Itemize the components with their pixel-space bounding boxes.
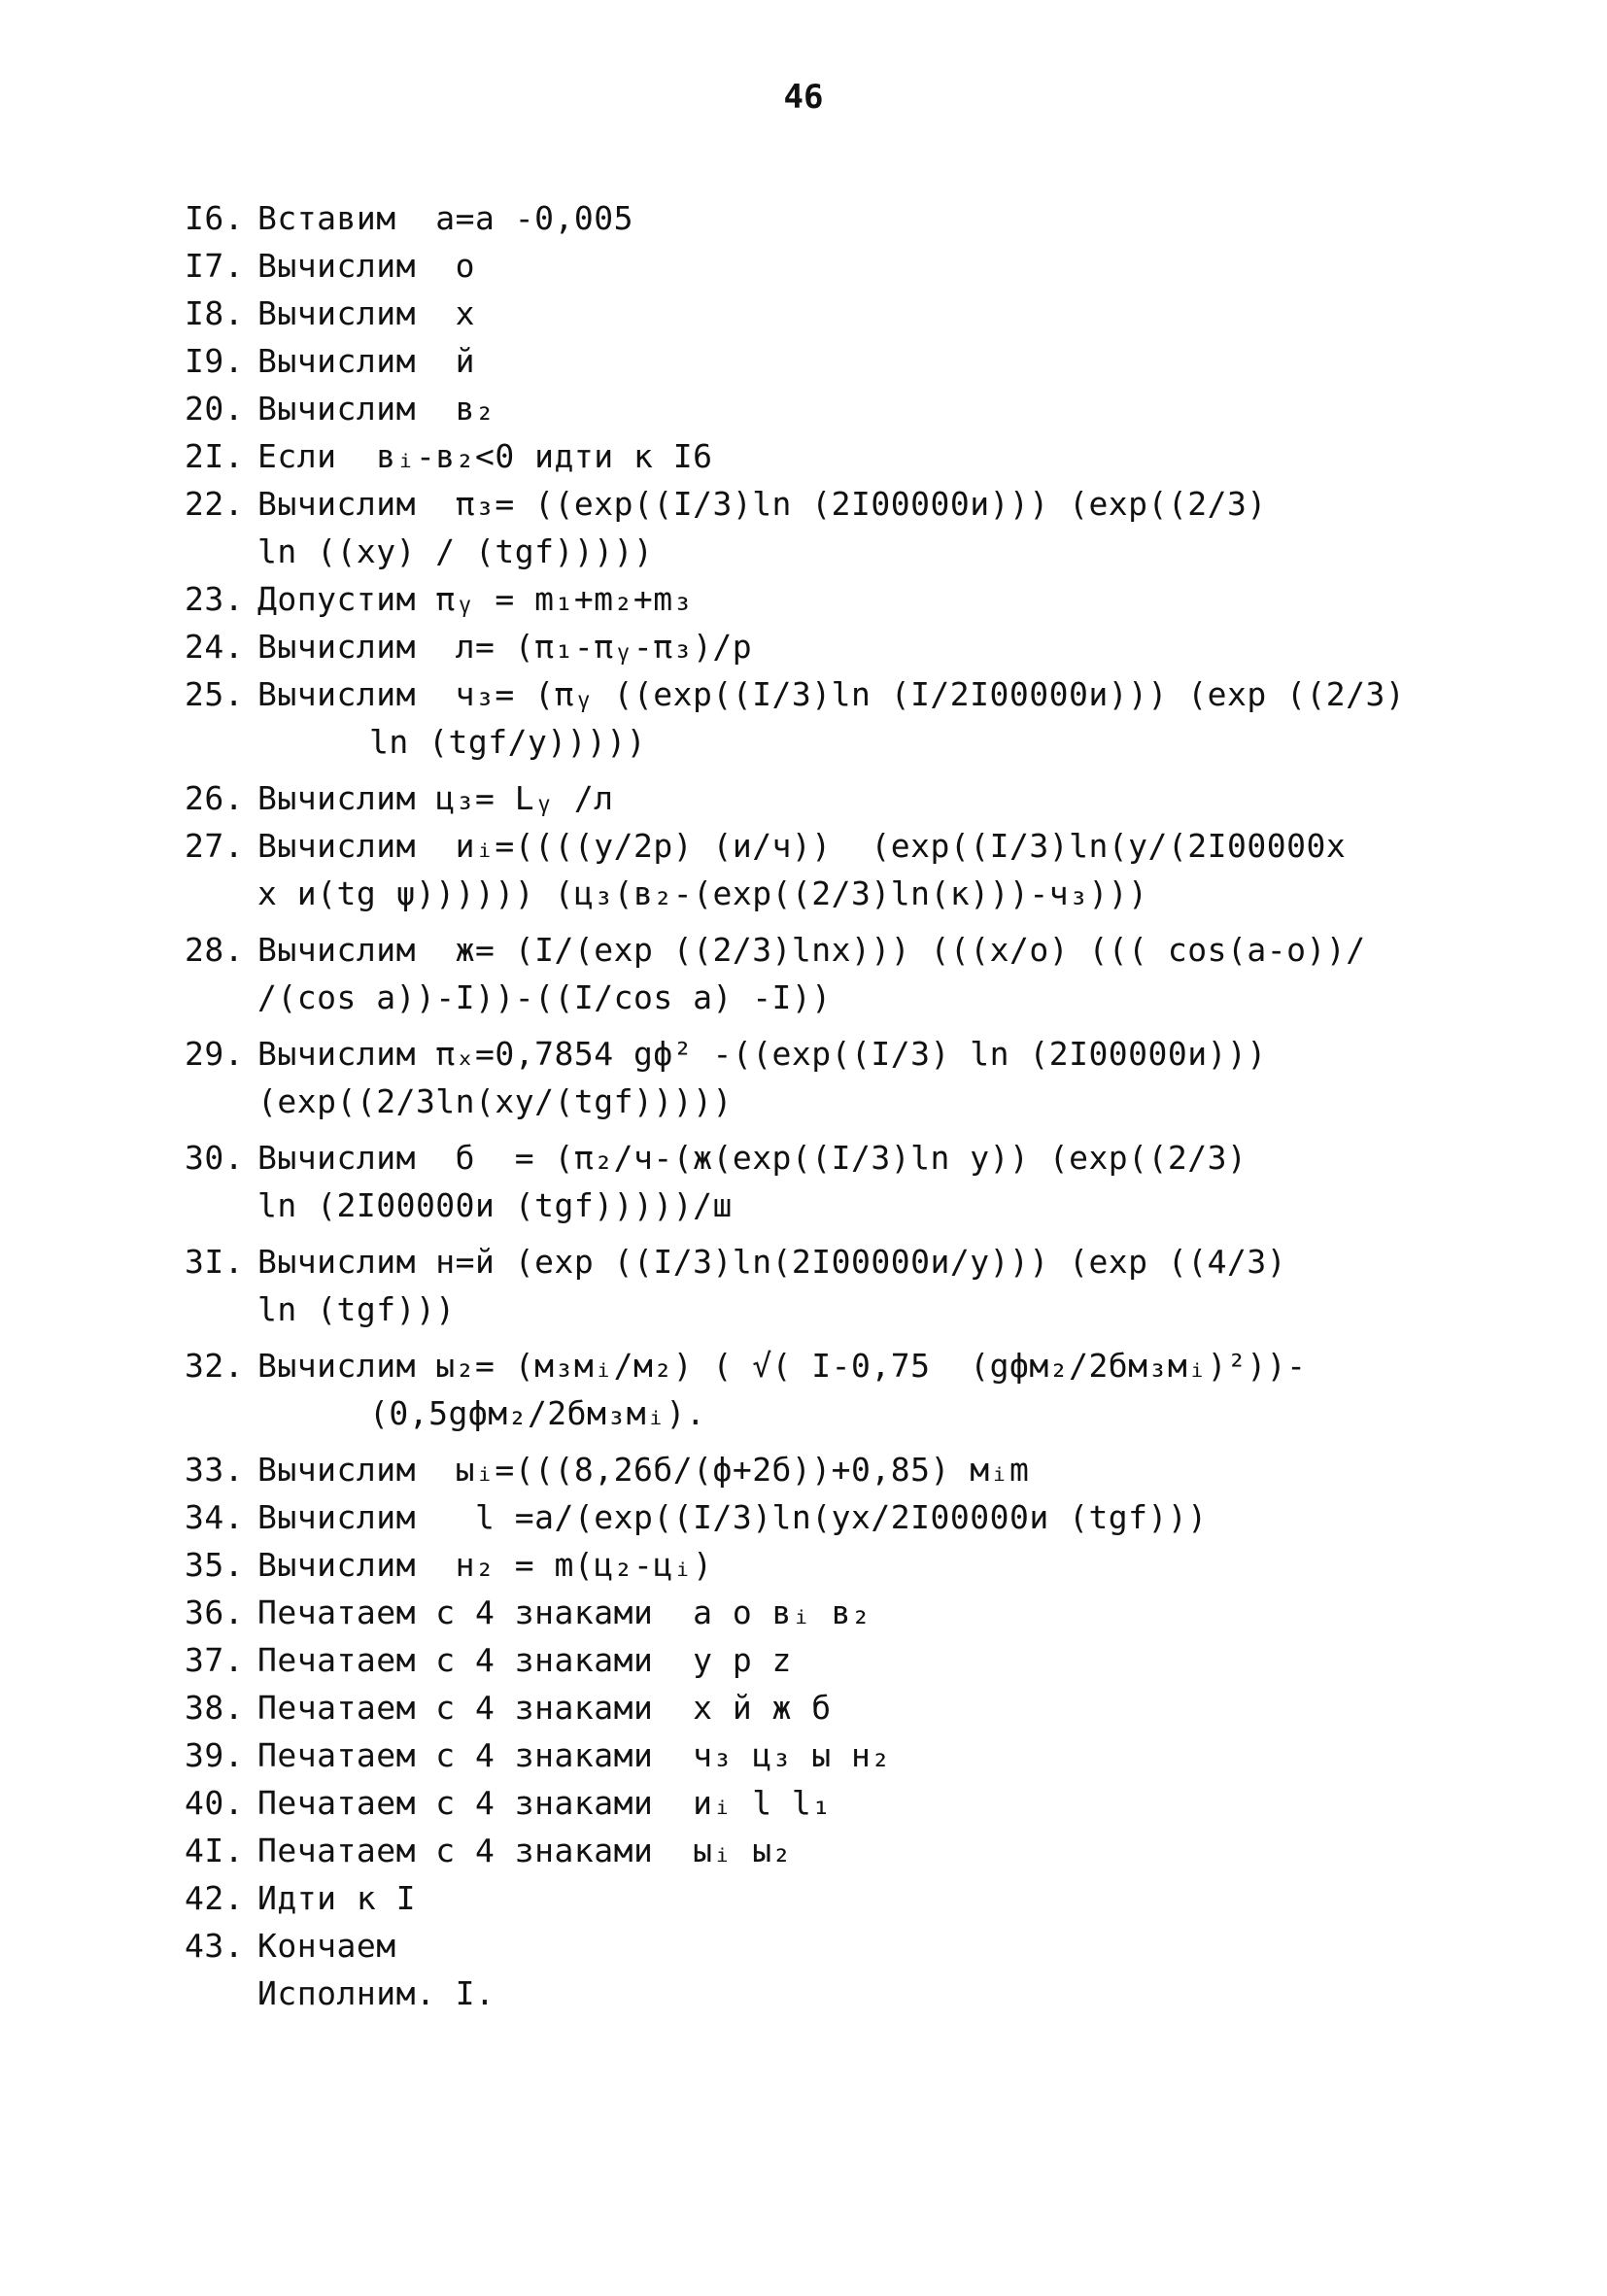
program-line-continuation [185, 1078, 1467, 1125]
program-line [185, 242, 1467, 290]
line-text: /(cos a))-I))-((I/cos a) -I)) [257, 978, 832, 1016]
program-line [185, 1827, 1467, 1874]
line-number: 20. [185, 390, 245, 428]
line-number: 28. [185, 931, 245, 969]
line-number: 3I. [185, 1243, 245, 1281]
line-number: 43. [185, 1927, 245, 1965]
line-number: 30. [185, 1139, 245, 1177]
line-text: Исполним. I. [257, 1974, 496, 2012]
line-text: Вычислим π₃= ((exp((I/3)ln (2I00000и))) (exp((2/3) [257, 485, 1267, 523]
program-line [185, 1030, 1467, 1078]
program-line [185, 926, 1467, 974]
line-number: 25. [185, 675, 245, 713]
line-number: 4I. [185, 1832, 245, 1869]
line-text: Вычислим иᵢ=((((y/2p) (и/ч)) (exp((I/3)ln(y/(2I00000x [257, 827, 1347, 865]
program-line [185, 385, 1467, 432]
line-number: I6. [185, 199, 245, 237]
line-number: 36. [185, 1593, 245, 1631]
program-line-continuation [185, 974, 1467, 1021]
line-number: 22. [185, 485, 245, 523]
line-number: 37. [185, 1641, 245, 1679]
line-text: Вычислим й [257, 342, 476, 380]
program-line [185, 194, 1467, 242]
line-text: ln (2I00000и (tgf)))))/ш [257, 1186, 733, 1224]
line-text: Идти к I [257, 1879, 416, 1917]
line-text: Печатаем с 4 знаками х й ж б [257, 1689, 832, 1727]
program-line [185, 1493, 1467, 1541]
line-number: 33. [185, 1451, 245, 1489]
line-number: 27. [185, 827, 245, 865]
line-text: Допустим πᵧ = m₁+m₂+m₃ [257, 580, 694, 618]
line-text: Вычислим н₂ = m(ц₂-цᵢ) [257, 1546, 713, 1584]
program-line [185, 575, 1467, 623]
program-line [185, 1134, 1467, 1182]
program-line [185, 774, 1467, 822]
program-line [185, 480, 1467, 528]
program-line [185, 1541, 1467, 1589]
line-text: Вычислим l =a/(exp((I/3)ln(yx/2I00000и (tgf))) [257, 1498, 1208, 1536]
line-number: 35. [185, 1546, 245, 1584]
line-number: 42. [185, 1879, 245, 1917]
line-text: Вычислим πₓ=0,7854 gф² -((exp((I/3) ln (2I00000и))) [257, 1035, 1267, 1073]
program-line-continuation [185, 528, 1467, 575]
line-number: 34. [185, 1498, 245, 1536]
line-text: Вычислим н=й (exp ((I/3)ln(2I00000и/y))) (exp ((4/3) [257, 1243, 1287, 1281]
line-text: Вычислим х [257, 294, 476, 332]
line-text: Кончаем [257, 1927, 396, 1965]
line-number: 26. [185, 779, 245, 817]
program-line [185, 1684, 1467, 1731]
line-text: (exp((2/3ln(xy/(tgf))))) [257, 1082, 733, 1120]
line-text: Печатаем с 4 знаками а о вᵢ в₂ [257, 1593, 872, 1631]
line-number: 38. [185, 1689, 245, 1727]
program-line-continuation [185, 1389, 1467, 1437]
program-line [185, 623, 1467, 670]
line-text: Печатаем с 4 знаками у р z [257, 1641, 792, 1679]
program-line [185, 1779, 1467, 1827]
line-text: Вычислим в₂ [257, 390, 496, 428]
line-text: x и(tg ψ)))))) (ц₃(в₂-(exp((2/3)ln(к)))-ч₃))) [257, 874, 1148, 912]
line-text: Вычислим о [257, 247, 476, 285]
program-line [185, 1731, 1467, 1779]
program-line [185, 1589, 1467, 1636]
program-line-continuation [185, 870, 1467, 917]
page-number: 46 [783, 78, 824, 117]
program-listing [185, 194, 1467, 2017]
line-text: Вычислим ыᵢ=(((8,26б/(ф+2б))+0,85) мᵢm [257, 1451, 1030, 1489]
line-number: 40. [185, 1784, 245, 1822]
program-line-continuation [185, 1285, 1467, 1333]
line-number: I9. [185, 342, 245, 380]
line-text: Вычислим ы₂= (м₃мᵢ/м₂) ( √( I-0,75 (gфм₂/2бм₃мᵢ)²))- [257, 1347, 1307, 1385]
line-text: Вставим а=а -0,005 [257, 199, 633, 237]
program-line [185, 1922, 1467, 1970]
program-line [185, 1238, 1467, 1285]
line-number: 2I. [185, 437, 245, 475]
program-line-continuation [185, 1182, 1467, 1229]
line-number: I8. [185, 294, 245, 332]
program-line-continuation [185, 718, 1467, 766]
line-text: Вычислим ц₃= Lᵧ /л [257, 779, 614, 817]
program-line [185, 1970, 1467, 2017]
program-line [185, 1636, 1467, 1684]
line-text: Вычислим б = (π₂/ч-(ж(exp((I/3)ln y)) (exp((2/3) [257, 1139, 1248, 1177]
program-line [185, 1874, 1467, 1922]
line-number: 32. [185, 1347, 245, 1385]
line-text: Печатаем с 4 знаками ыᵢ ы₂ [257, 1832, 792, 1869]
line-text: ln ((xy) / (tgf))))) [257, 532, 654, 570]
line-text: ln (tgf/y))))) [369, 723, 647, 761]
line-text: Печатаем с 4 знаками иᵢ l l₁ [257, 1784, 832, 1822]
program-line [185, 337, 1467, 385]
program-line [185, 290, 1467, 337]
line-number: I7. [185, 247, 245, 285]
line-number: 23. [185, 580, 245, 618]
program-line [185, 1446, 1467, 1493]
line-number: 29. [185, 1035, 245, 1073]
program-line [185, 822, 1467, 870]
program-line [185, 1342, 1467, 1389]
line-text: ln (tgf))) [257, 1290, 456, 1328]
line-text: Вычислим ж= (I/(exp ((2/3)lnx))) (((x/o) ((( cos(a-o))/ [257, 931, 1366, 969]
line-text: Если вᵢ-в₂<0 идти к I6 [257, 437, 713, 475]
line-text: Вычислим л= (π₁-πᵧ-π₃)/p [257, 628, 753, 666]
line-text: Вычислим ч₃= (πᵧ ((exp((I/3)ln (I/2I00000и))) (exp ((2/3) [257, 675, 1406, 713]
program-line [185, 432, 1467, 480]
line-number: 39. [185, 1736, 245, 1774]
line-text: Печатаем с 4 знаками ч₃ ц₃ ы н₂ [257, 1736, 891, 1774]
program-line [185, 670, 1467, 718]
line-text: (0,5gфм₂/2бм₃мᵢ). [369, 1394, 706, 1432]
line-number: 24. [185, 628, 245, 666]
